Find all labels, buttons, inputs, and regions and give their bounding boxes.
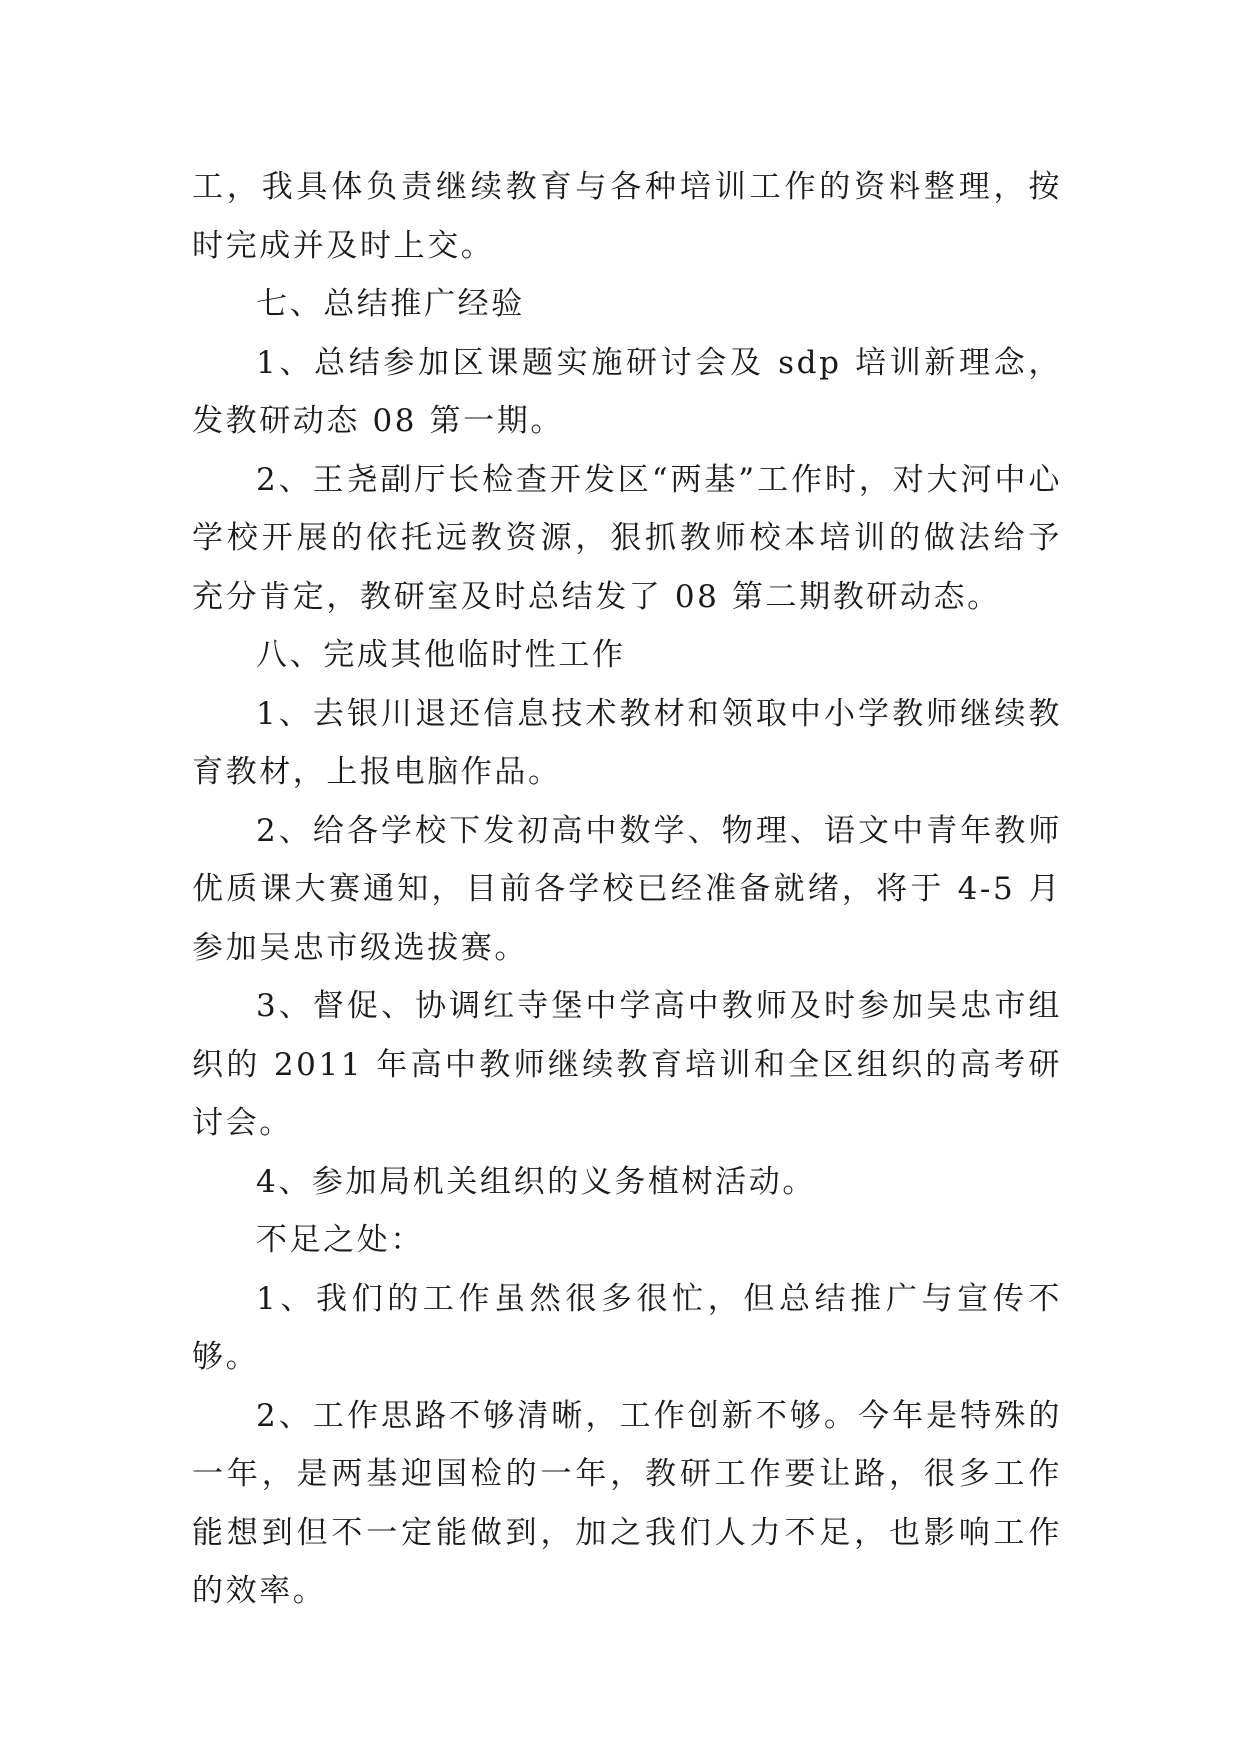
paragraph-8-1: 1、去银川退还信息技术教材和领取中小学教师继续教育教材，上报电脑作品。 [192, 695, 1062, 790]
paragraph-8-4: 4、参加局机关组织的义务植树活动。 [256, 1163, 816, 1200]
paragraph-7-2: 2、王尧副厅长检查开发区“两基”工作时，对大河中心学校开展的依托远教资源，狠抓教师校本培训的做法给予充分肯定，教研室及时总结发了 08 第二期教研动态。 [192, 461, 1062, 615]
shortcoming-1: 1、我们的工作虽然很多很忙，但总结推广与宣传不够。 [192, 1280, 1062, 1375]
paragraph-8-2: 2、给各学校下发初高中数学、物理、语文中青年教师优质课大赛通知，目前各学校已经准备就绪，将于 4-5 月参加吴忠市级选拔赛。 [192, 812, 1062, 966]
section-heading-7: 七、总结推广经验 [256, 286, 525, 322]
shortcoming-2: 2、工作思路不够清晰，工作创新不够。今年是特殊的一年，是两基迎国检的一年，教研工作要让路，很多工作能想到但不一定能做到，加之我们人力不足，也影响工作的效率。 [192, 1397, 1062, 1609]
shortcomings-heading: 不足之处： [256, 1222, 424, 1258]
paragraph-8-3: 3、督促、协调红寺堡中学高中教师及时参加吴忠市组织的 2011 年高中教师继续教育培训和全区组织的高考研讨会。 [192, 988, 1062, 1141]
section-heading-8: 八、完成其他临时性工作 [256, 637, 626, 673]
document-body [192, 158, 1062, 1621]
paragraph-7-1: 1、总结参加区课题实施研讨会及 sdp 培训新理念，发教研动态 08 第一期。 [192, 344, 1062, 439]
paragraph-1: 工，我具体负责继续教育与各种培训工作的资料整理，按时完成并及时上交。 [192, 169, 1062, 264]
